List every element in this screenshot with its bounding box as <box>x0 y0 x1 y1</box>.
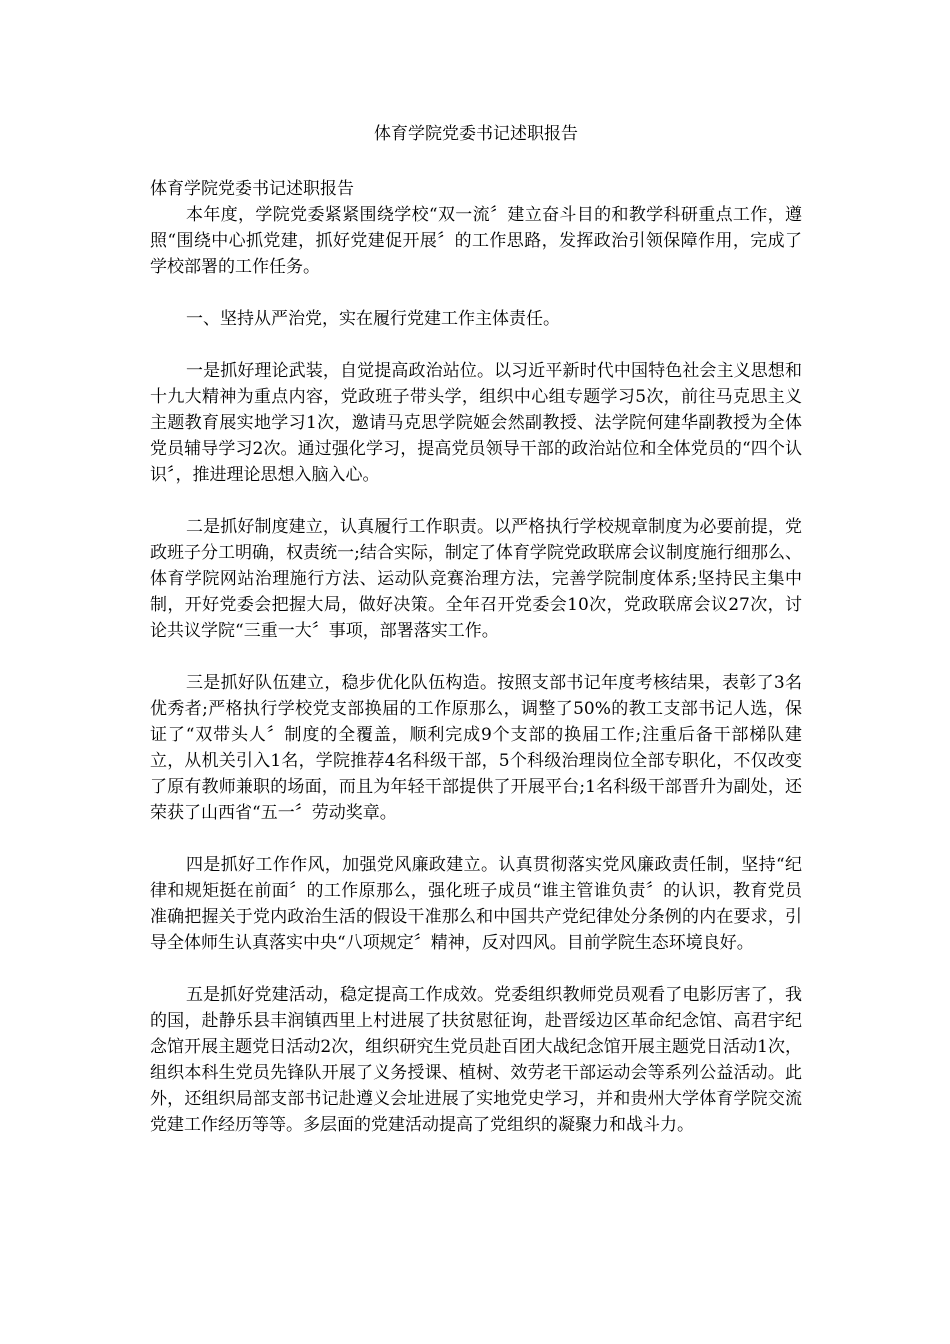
paragraph-spacer <box>150 956 802 982</box>
paragraph-spacer <box>150 644 802 670</box>
paragraph-item-3: 三是抓好队伍建立，稳步优化队伍构造。按照支部书记年度考核结果，表彰了3名优秀者;严格执行学校党支部换届的工作原那么，调整了50%的教工支部书记人选，保证了“双带头人〞制度的全覆盖，顺利完成9个支部的换届工作;注重后备干部梯队建立，从机关引入1名，学院推荐4名科级干部，5个科级治理岗位全部专职化，不仅改变了原有教师兼职的场面，而且为年轻干部提供了开展平台;1名科级干部晋升为副处，还荣获了山西省“五一〞劳动奖章。 <box>150 673 802 823</box>
paragraph-item-1: 一是抓好理论武装，自觉提高政治站位。以习近平新时代中国特色社会主义思想和十九大精神为重点内容，党政班子带头学，组织中心组专题学习5次，前往马克思主义主题教育展实地学习1次，邀请马克思学院姬会然副教授、法学院何建华副教授为全体党员辅导学习2次。通过强化学习，提高党员领导干部的政治站位和全体党员的“四个认识〞，推进理论思想入脑入心。 <box>150 361 802 485</box>
section-heading-1: 一、坚持从严治党，实在履行党建工作主体责任。 <box>186 309 560 329</box>
document-page <box>150 122 802 1138</box>
paragraph-spacer <box>150 280 802 306</box>
document-title: 体育学院党委书记述职报告 <box>374 124 578 144</box>
document-subtitle: 体育学院党委书记述职报告 <box>150 179 354 199</box>
paragraph-item-5: 五是抓好党建活动，稳定提高工作成效。党委组织教师党员观看了电影厉害了，我的国，赴静乐县丰润镇西里上村进展了扶贫慰征询，赴晋绥边区革命纪念馆、高君宇纪念馆开展主题党日活动2次，组织研究生党员赴百团大战纪念馆开展主题党日活动1次，组织本科生党员先锋队开展了义务授课、植树、效劳老干部运动会等系列公益活动。此外，还组织局部支部书记赴遵义会址进展了实地党史学习，并和贵州大学体育学院交流党建工作经历等等。多层面的党建活动提高了党组织的凝聚力和战斗力。 <box>150 985 802 1135</box>
paragraph-item-4: 四是抓好工作作风，加强党风廉政建立。认真贯彻落实党风廉政责任制，坚持“纪律和规矩挺在前面〞的工作原那么，强化班子成员“谁主管谁负责〞的认识，教育党员准确把握关于党内政治生活的假设干准那么和中国共产党纪律处分条例的内在要求，引导全体师生认真落实中央“八项规定〞精神，反对四风。目前学院生态环境良好。 <box>150 855 802 953</box>
paragraph-spacer <box>150 826 802 852</box>
paragraph-intro: 本年度，学院党委紧紧围绕学校“双一流〞建立奋斗目的和教学科研重点工作，遵照“围绕中心抓党建，抓好党建促开展〞的工作思路，发挥政治引领保障作用，完成了学校部署的工作任务。 <box>150 205 802 277</box>
paragraph-spacer <box>150 488 802 514</box>
paragraph-spacer <box>150 332 802 358</box>
paragraph-item-2: 二是抓好制度建立，认真履行工作职责。以严格执行学校规章制度为必要前提，党政班子分工明确，权责统一;结合实际，制定了体育学院党政联席会议制度施行细那么、体育学院网站治理施行方法、运动队竞赛治理方法，完善学院制度体系;坚持民主集中制，开好党委会把握大局，做好决策。全年召开党委会10次，党政联席会议27次，讨论共议学院“三重一大〞事项，部署落实工作。 <box>150 517 802 641</box>
